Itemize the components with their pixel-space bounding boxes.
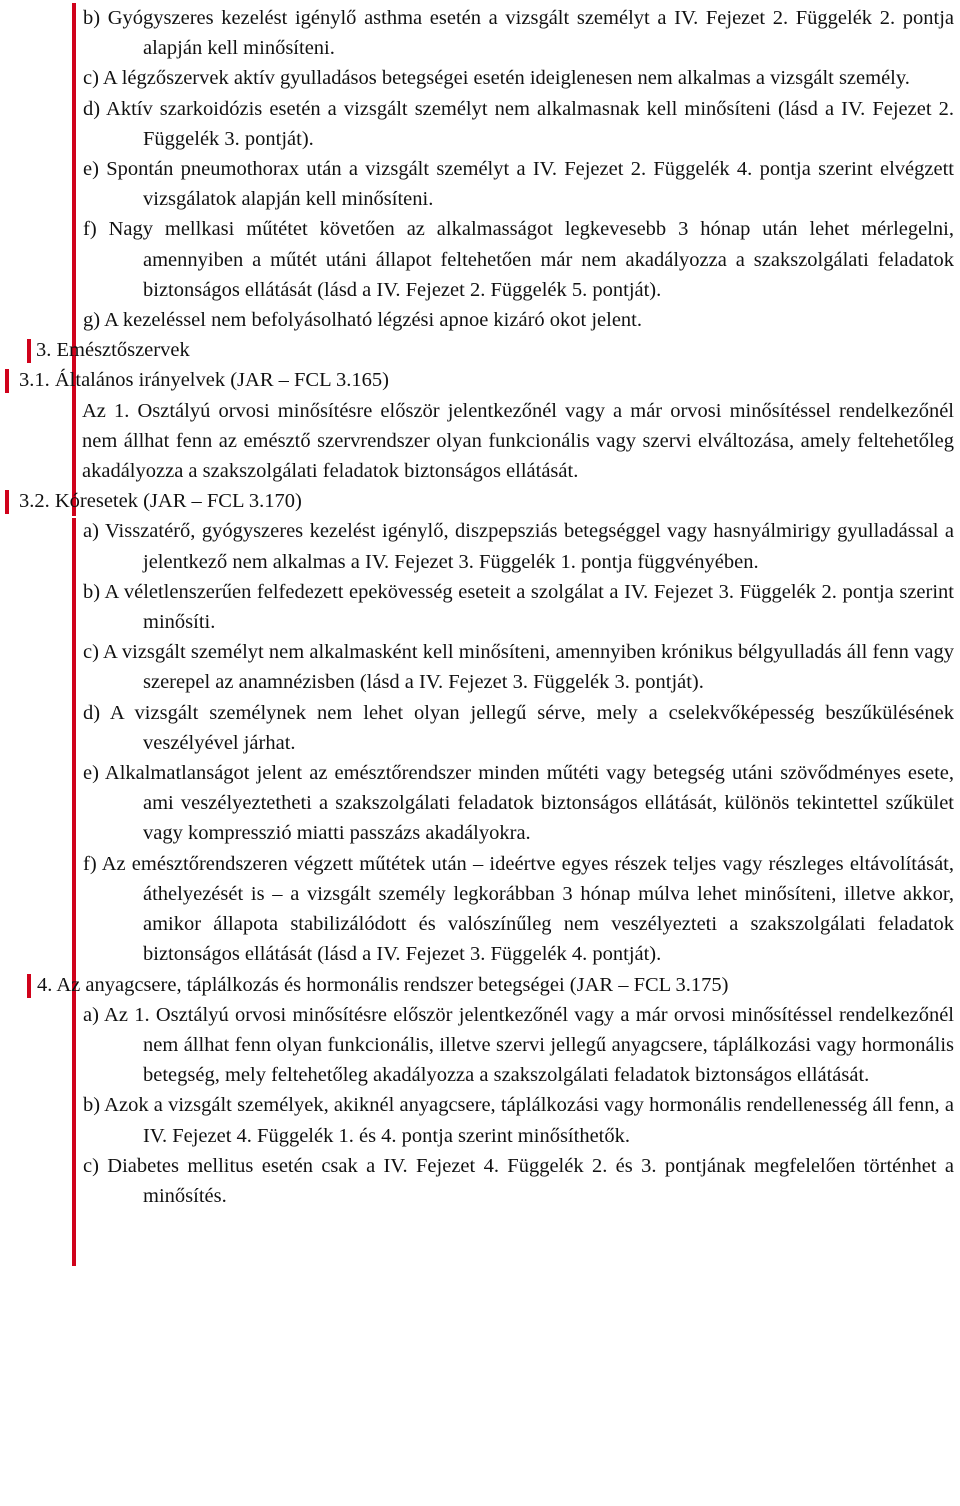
list-item: e) Spontán pneumothorax után a vizsgált személyt a IV. Fejezet 2. Függelék 4. pontja szerint elvégzett vizsgálatok alapján kell minősíteni. bbox=[83, 158, 954, 211]
list-item: b) A véletlenszerűen felfedezett epekövesség eseteit a szolgálat a IV. Fejezet 3. Függelék 2. pontja szerint minősíti. bbox=[83, 580, 954, 634]
list-item: f) Nagy mellkasi műtétet követően az alkalmasságot legkevesebb 3 hónap után lehet mérlegelni, amennyiben a műtét utáni állapot feltehetően már nem akadályozza a szakszolgálati feladatok biztonságos ellátását (lásd a IV. Fejezet 2. Függelék 5. pontját). bbox=[83, 218, 954, 301]
digest-items-block bbox=[0, 516, 960, 969]
list-item: e) Alkalmatlanságot jelent az emésztőrendszer minden műtéti vagy betegség utáni szövődményes esete, ami veszélyeztetheti a szakszolgálati feladatok biztonságos ellátását, különös tekintettel szűkület vagy kompresszió miatti passzázs akadályokra. bbox=[83, 762, 954, 845]
revision-bar bbox=[5, 369, 9, 393]
list-item: c) A légzőszervek aktív gyulladásos betegségei esetén ideiglenesen nem alkalmas a vizsgált személy. bbox=[83, 67, 910, 90]
subsection-heading: 3.1. Általános irányelvek (JAR – FCL 3.165) bbox=[0, 365, 960, 395]
list-item: b) Azok a vizsgált személyek, akiknél anyagcsere, táplálkozási vagy hormonális rendellenesség áll fenn, a IV. Fejezet 4. Függelék 1. és 4. pontja szerint minősíthetők. bbox=[83, 1094, 954, 1147]
paragraph-block bbox=[0, 396, 960, 487]
list-item: c) A vizsgált személyt nem alkalmasként kell minősíteni, amennyiben krónikus bélgyulladás áll fenn vagy szerepel az anamnézisben (lásd a IV. Fejezet 3. Függelék 3. pontját). bbox=[83, 641, 954, 694]
list-item: g) A kezeléssel nem befolyásolható légzési apnoe kizáró okot jelent. bbox=[83, 309, 643, 332]
subsection-heading: 3.2. Kóresetek (JAR – FCL 3.170) bbox=[0, 486, 960, 516]
list-item: a) Az 1. Osztályú orvosi minősítésre először jelentkezőnél vagy a már orvosi minősítéssel rendelkezőnél nem állhat fenn olyan funkcionális, illetve szervi jellegű anyagcsere, táplálkozási vagy hormonális betegség, mely feltehetőleg akadályozza a szakszolgálati feladatok biztonságos ellátását. bbox=[83, 1003, 954, 1087]
list-item: a) Visszatérő, gyógyszeres kezelést igénylő, diszpepsziás betegséggel vagy hasnyálmirigy gyulladással a jelentkező nem alkalmas a IV. Fejezet 3. Függelék 1. pontja függvényében. bbox=[83, 520, 954, 573]
section-heading: 3. Emésztőszervek bbox=[0, 335, 960, 365]
lung-items-block bbox=[0, 3, 960, 335]
list-item: d) Aktív szarkoidózis esetén a vizsgált személyt nem alkalmasnak kell minősíteni (lásd a IV. Fejezet 2. Függelék 3. pontját). bbox=[83, 97, 954, 150]
paragraph: Az 1. Osztályú orvosi minősítésre először jelentkezőnél vagy a már orvosi minősítéssel rendelkezőnél nem állhat fenn az emésztő szervrendszer olyan funkcionális vagy szervi elváltozása, amely feltehetőleg akadályozza a szakszolgálati feladatok biztonságos ellátását. bbox=[82, 399, 954, 483]
metab-items-block bbox=[0, 1000, 960, 1211]
list-item: c) Diabetes mellitus esetén csak a IV. Fejezet 4. Függelék 2. és 3. pontjának megfelelően történhet a minősítés. bbox=[83, 1154, 954, 1207]
revision-bar bbox=[27, 339, 31, 363]
revision-bar bbox=[5, 490, 9, 514]
revision-bar bbox=[27, 974, 31, 998]
list-item: b) Gyógyszeres kezelést igénylő asthma esetén a vizsgált személyt a IV. Fejezet 2. Függelék 2. pontja alapján kell minősíteni. bbox=[83, 7, 954, 60]
section-heading: 4. Az anyagcsere, táplálkozás és hormonális rendszer betegségei (JAR – FCL 3.175) bbox=[0, 970, 960, 1000]
list-item: f) Az emésztőrendszeren végzett műtétek után – ideértve egyes részek teljes vagy részleges eltávolítását, áthelyezését is – a vizsgált személy legkorábban 3 hónap múlva lehet minősíteni, illetve akkor, amikor állapota stabilizálódott és valószínűleg nem veszélyezteti a szakszolgálati feladatok biztonságos ellátását (lásd a IV. Fejezet 3. Függelék 4. pontját). bbox=[83, 852, 954, 966]
revision-bar bbox=[72, 1002, 76, 1266]
list-item: d) A vizsgált személynek nem lehet olyan jellegű sérve, mely a cselekvőképesség beszűkülésének veszélyével járhat. bbox=[83, 701, 954, 754]
